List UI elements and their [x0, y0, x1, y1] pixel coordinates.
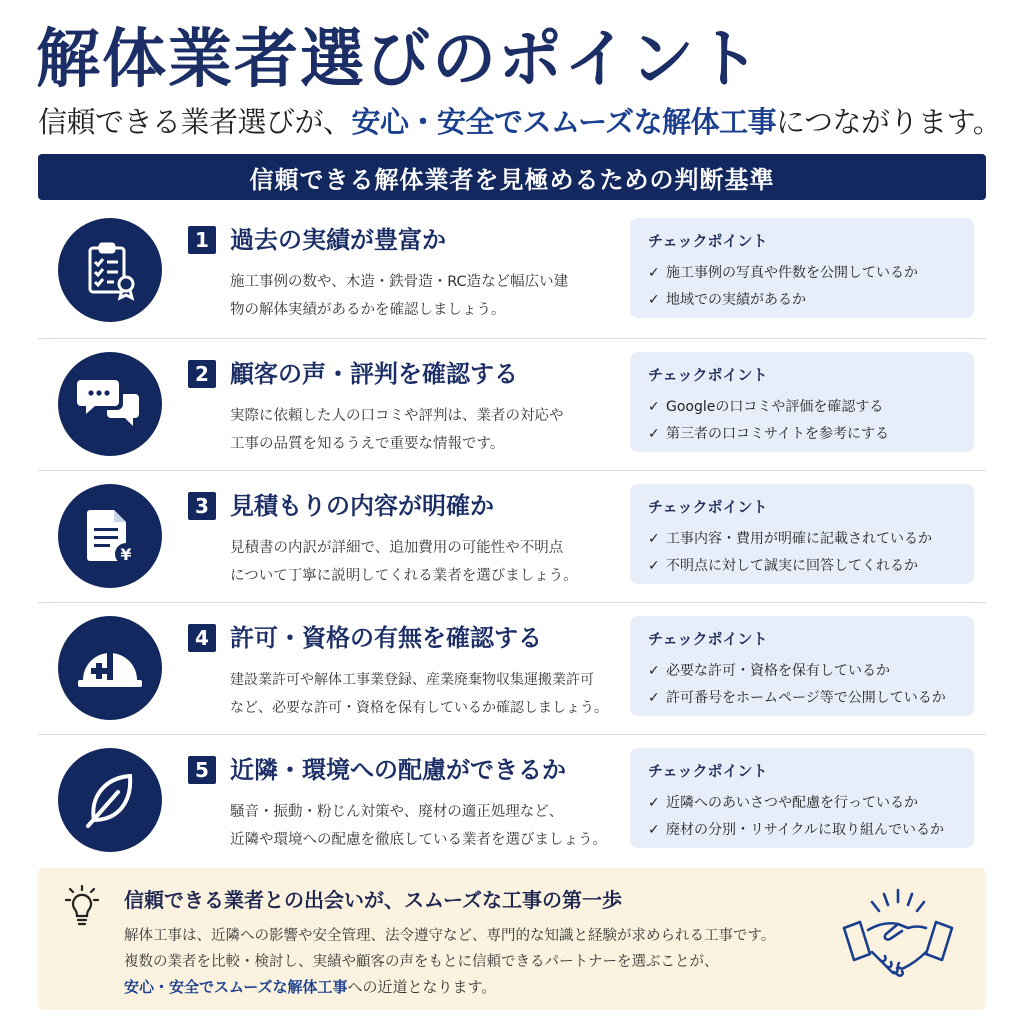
point-title: 近隣・環境への配慮ができるか	[230, 756, 566, 784]
checkpoint-item-text: 不明点に対して誠実に回答してくれるか	[666, 558, 918, 574]
checkpoint-title: チェックポイント	[648, 498, 768, 516]
checkpoint-box	[630, 748, 974, 848]
point-row-3	[38, 472, 986, 604]
checkpoint-box	[630, 218, 974, 318]
description-line: 建設業許可や解体工事業登録、産業廃棄物収集運搬業許可	[230, 672, 594, 688]
checkpoint-box	[630, 616, 974, 716]
point-title: 許可・資格の有無を確認する	[230, 624, 542, 652]
estimate-document-icon	[58, 484, 162, 588]
speech-bubbles-icon	[58, 352, 162, 456]
checkpoint-item-text: 必要な許可・資格を保有しているか	[666, 663, 890, 679]
checkpoint-item	[648, 792, 918, 812]
check-icon: ✓	[648, 663, 660, 679]
checkpoint-item	[648, 289, 806, 309]
check-icon: ✓	[648, 399, 660, 415]
checkpoint-item	[648, 687, 946, 707]
description-line: 見積書の内訳が詳細で、追加費用の可能性や不明点	[230, 540, 564, 556]
point-description	[230, 666, 630, 722]
description-line: 近隣や環境への配慮を徹底している業者を選びましょう。	[230, 832, 607, 848]
description-line: など、必要な許可・資格を保有しているか確認しましょう。	[230, 700, 608, 716]
summary-line: 解体工事は、近隣への影響や安全管理、法令遵守など、専門的な知識と経験が求められる工事です。	[124, 928, 776, 944]
safety-helmet-icon	[58, 616, 162, 720]
checkpoint-item-text: 工事内容・費用が明確に記載されているか	[666, 531, 932, 547]
summary-line-rest: への近道となります。	[347, 978, 497, 996]
point-title: 過去の実績が豊富か	[230, 226, 446, 254]
checkpoint-title: チェックポイント	[648, 366, 768, 384]
clipboard-award-icon	[58, 218, 162, 322]
check-icon: ✓	[648, 531, 660, 547]
description-line: 騒音・振動・粉じん対策や、廃材の適正処理など、	[230, 804, 564, 820]
summary-line: 複数の業者を比較・検討し、実績や顧客の声をもとに信頼できるパートナーを選ぶことが、	[124, 954, 719, 970]
check-icon: ✓	[648, 822, 660, 838]
description-line: 実際に依頼した人の口コミや評判は、業者の対応や	[230, 408, 564, 424]
checkpoint-title: チェックポイント	[648, 630, 768, 648]
summary-line	[124, 976, 496, 997]
description-line: について丁寧に説明してくれる業者を選びましょう。	[230, 568, 578, 584]
checkpoint-item	[648, 555, 918, 575]
row-divider	[38, 602, 986, 603]
point-description	[230, 798, 630, 854]
check-icon: ✓	[648, 558, 660, 574]
row-divider	[38, 470, 986, 471]
point-row-5	[38, 736, 986, 868]
checkpoint-item	[648, 262, 918, 282]
description-line: 施工事例の数や、木造・鉄骨造・RC造など幅広い建	[230, 274, 569, 290]
point-description	[230, 268, 620, 324]
checkpoint-item-text: 許可番号をホームページ等で公開しているか	[666, 690, 946, 706]
point-row-4	[38, 604, 986, 736]
description-line: 物の解体実績があるかを確認しましょう。	[230, 302, 506, 318]
checkpoint-title: チェックポイント	[648, 232, 768, 250]
point-description	[230, 402, 620, 458]
point-number: 3	[188, 492, 216, 520]
check-icon: ✓	[648, 292, 660, 308]
checkpoint-title: チェックポイント	[648, 762, 768, 780]
checkpoint-box	[630, 484, 974, 584]
point-title: 見積もりの内容が明確か	[230, 492, 494, 520]
checkpoint-item-text: 施工事例の写真や件数を公開しているか	[666, 265, 918, 281]
summary-box	[38, 868, 986, 1010]
point-number: 4	[188, 624, 216, 652]
point-row-1	[38, 206, 986, 338]
checkpoint-item	[648, 396, 883, 416]
checkpoint-item	[648, 819, 944, 839]
checkpoint-item-text: 廃材の分別・リサイクルに取り組んでいるか	[666, 822, 945, 838]
check-icon: ✓	[648, 265, 660, 281]
checkpoint-item	[648, 660, 890, 680]
checkpoint-item	[648, 423, 889, 443]
checkpoint-box	[630, 352, 974, 452]
row-divider	[38, 734, 986, 735]
summary-title: 信頼できる業者との出会いが、スムーズな工事の第一歩	[124, 888, 622, 912]
check-icon: ✓	[648, 690, 660, 706]
check-icon: ✓	[648, 795, 660, 811]
point-number: 1	[188, 226, 216, 254]
svg-text:¥: ¥	[120, 545, 132, 564]
summary-highlight: 安心・安全でスムーズな解体工事	[124, 978, 348, 996]
leaf-icon	[58, 748, 162, 852]
check-icon: ✓	[648, 426, 660, 442]
page-title: 解体業者選びのポイント	[36, 22, 762, 97]
subtitle-pre: 信頼できる業者選びが、	[38, 105, 352, 139]
criteria-banner: 信頼できる解体業者を見極めるための判断基準	[38, 154, 986, 200]
checkpoint-item-text: 近隣へのあいさつや配慮を行っているか	[666, 795, 918, 811]
description-line: 工事の品質を知るうえで重要な情報です。	[230, 436, 505, 452]
lightbulb-icon	[58, 882, 106, 934]
page-subtitle	[38, 100, 1001, 141]
handshake-icon	[838, 886, 958, 1000]
subtitle-post: につながります。	[776, 105, 1002, 139]
point-number: 2	[188, 360, 216, 388]
checkpoint-item	[648, 528, 932, 548]
checkpoint-item-text: Googleの口コミや評価を確認する	[666, 399, 884, 415]
point-title: 顧客の声・評判を確認する	[230, 360, 518, 388]
point-row-2	[38, 340, 986, 472]
checkpoint-item-text: 第三者の口コミサイトを参考にする	[666, 426, 890, 442]
point-description	[230, 534, 620, 590]
subtitle-highlight: 安心・安全でスムーズな解体工事	[351, 105, 777, 139]
checkpoint-item-text: 地域での実績があるか	[666, 292, 806, 308]
point-number: 5	[188, 756, 216, 784]
row-divider	[38, 338, 986, 339]
